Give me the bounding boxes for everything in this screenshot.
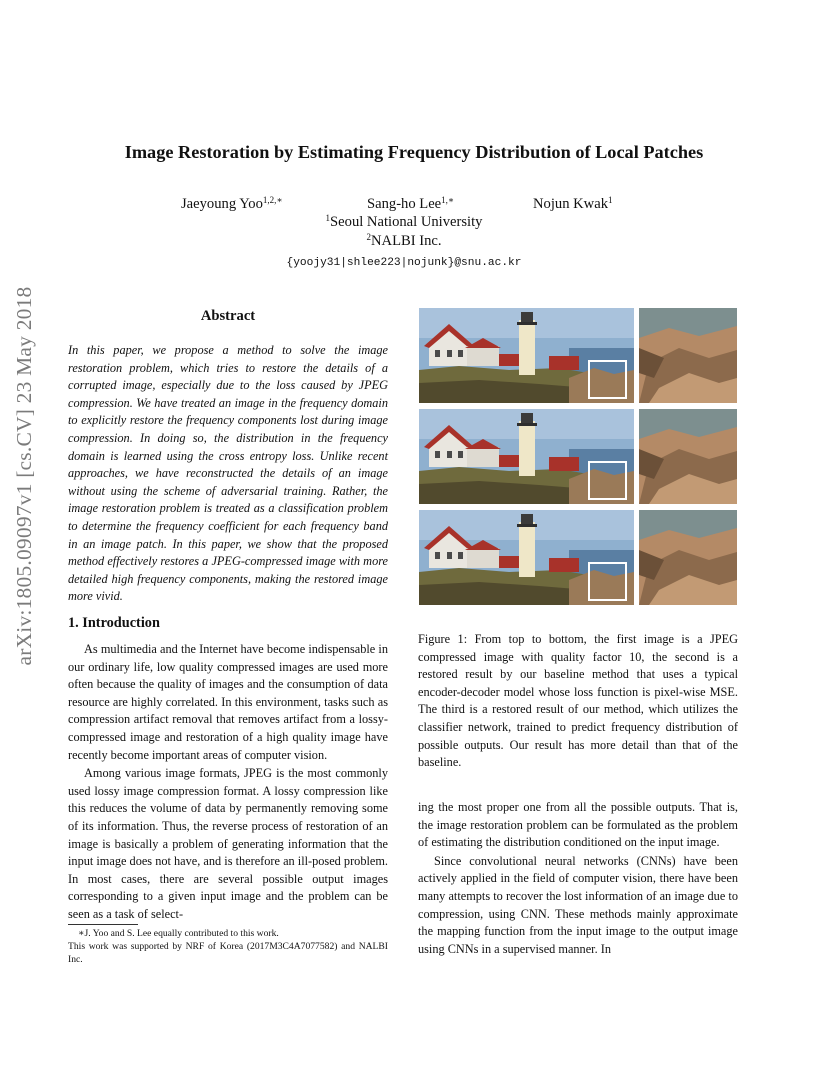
figure-1-caption: Figure 1: From top to bottom, the first image is a JPEG compressed image with quality factor 10, the second is a restored result by our baseline method that uses a typical encoder-decoder model whose loss function is pixel-wise MSE. The third is a restored result of our method, which utilizes the classifier network, trained to predict frequency distribution of possible outputs. Our result has more detail than that of the baseline. (418, 632, 738, 770)
right-column-body (418, 799, 738, 958)
section-heading-introduction: 1. Introduction (68, 615, 160, 631)
author-3 (533, 196, 613, 213)
intro-paragraph-2: Among various image formats, JPEG is the most commonly used lossy image compression format. A lossy compression like this reduces the volume of data by permanently removing some of its information. Thus, the reverse process of restoration of an image is basically a problem of generating information that the input image does not have, and is therefore an ill-posed problem. In most cases, there are several possible output images corresponding to a given input image and the problem can be seen as a task of select- (68, 766, 388, 921)
author-emails: {yoojy31|shlee223|nojunk}@snu.ac.kr (286, 257, 522, 269)
author-name: Jaeyoung Yoo (181, 196, 263, 212)
author-name: Sang-ho Lee (367, 196, 442, 212)
abstract-text: In this paper, we propose a method to solve the image restoration problem, which tries to restore the details of a corrupted image, especially due to the loss caused by JPEG compression. We have treated an image in the frequency domain to explicitly restore the frequency components lost during image compression. In doing so, the distribution in the frequency domain is learned using the cross entropy loss. Unlike recent approaches, we have reconstructed the details of an image without using the scheme of adversarial training. Rather, the image restoration problem is treated as a classification problem to determine the frequency coefficient for each frequency band in an image patch. In this paper, we show that the proposed method effectively restores a JPEG-compressed image with more detailed high frequency components, making the restored image more vivid. (68, 343, 388, 604)
intro-paragraph-1: As multimedia and the Internet have become indispensable in our ordinary life, low quality compressed images are used more often because the quality of images and the consumption of data resource are highly correlated. In this environment, tasks such as compression artifact removal that removes artifact from a lossy-compressed image and restoration of a high quality image have recently become important areas of computer vision. (68, 642, 388, 762)
figure-1-ours-image (419, 510, 634, 605)
figure-1-ours-crop (639, 510, 737, 605)
author-sup: 1 (608, 195, 613, 205)
figure-1-baseline-crop (639, 409, 737, 504)
intro-body (68, 641, 388, 924)
affiliation-2: $^2$NALBI Inc. (366, 232, 442, 249)
author-sup: 1,∗ (441, 195, 455, 205)
author-name: Nojun Kwak (533, 196, 608, 212)
paper-title: Image Restoration by Estimating Frequency Distribution of Local Patches (124, 142, 704, 162)
figure-1-jpeg-image (419, 308, 634, 403)
abstract-heading: Abstract (200, 308, 256, 324)
author-sup: 1,2,∗ (262, 195, 283, 205)
footnote-rule (68, 924, 138, 925)
right-paragraph-1: ing the most proper one from all the possible outputs. That is, the image restoration problem can be formulated as the problem of estimating the distribution conditioned on the input image. (418, 800, 738, 850)
right-paragraph-2: Since convolutional neural networks (CNNs) have been actively applied in the field of computer vision, there have been many attempts to recover the lost information of an image due to compression, using CNN. These methods mainly approximate the mapping function from the input image to the output image using CNNs in a supervised manner. In (418, 853, 738, 956)
footnote-2: This work was supported by NRF of Korea (2017M3C4A7077582) and NALBI Inc. (68, 941, 388, 965)
arxiv-stamp: arXiv:1805.09097v1 [cs.CV] 23 May 2018 (12, 286, 36, 666)
footnote-1: ∗J. Yoo and S. Lee equally contributed to this work. (78, 928, 279, 939)
author-1 (181, 196, 283, 213)
affiliation-1: $^1$Seoul National University (325, 213, 483, 230)
author-2 (367, 196, 454, 213)
figure-1-jpeg-crop (639, 308, 737, 403)
figure-1 (419, 308, 737, 605)
figure-1-baseline-image (419, 409, 634, 504)
